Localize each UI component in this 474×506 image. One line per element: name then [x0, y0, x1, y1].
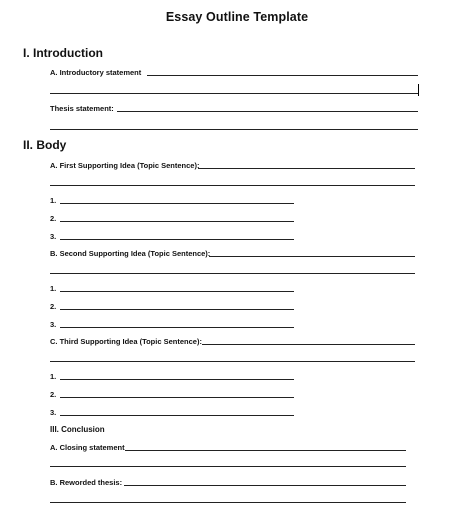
third-idea-detail-2-line[interactable] [60, 397, 294, 398]
body-heading: II. Body [23, 138, 67, 152]
list-item-number: 1. [50, 284, 57, 293]
second-supporting-idea-line-1[interactable] [209, 256, 415, 257]
thesis-statement-label: Thesis statement: [50, 104, 114, 113]
third-supporting-idea-line-1[interactable] [202, 344, 415, 345]
page-title: Essay Outline Template [165, 10, 309, 24]
reworded-thesis-line-1[interactable] [124, 485, 406, 486]
second-supporting-idea-line-2[interactable] [50, 273, 415, 274]
third-supporting-idea-line-2[interactable] [50, 361, 415, 362]
second-idea-detail-1-line[interactable] [60, 291, 294, 292]
first-idea-detail-2-line[interactable] [60, 221, 294, 222]
reworded-thesis-label: B. Reworded thesis: [50, 478, 123, 487]
first-idea-detail-3-line[interactable] [60, 239, 294, 240]
first-supporting-idea-label: A. First Supporting Idea (Topic Sentence): [50, 161, 200, 170]
conclusion-heading: III. Conclusion [50, 425, 105, 434]
third-supporting-idea-label: C. Third Supporting Idea (Topic Sentence): [50, 337, 202, 346]
list-item-number: 2. [50, 214, 57, 223]
list-item-number: 3. [50, 408, 57, 417]
closing-statement-label: A. Closing statement [50, 443, 125, 452]
closing-statement-line-1[interactable] [125, 450, 406, 451]
first-idea-detail-1-line[interactable] [60, 203, 294, 204]
second-idea-detail-3-line[interactable] [60, 327, 294, 328]
third-idea-detail-1-line[interactable] [60, 379, 294, 380]
list-item-number: 1. [50, 196, 57, 205]
first-supporting-idea-line-1[interactable] [198, 168, 415, 169]
first-supporting-idea-line-2[interactable] [50, 185, 415, 186]
third-idea-detail-3-line[interactable] [60, 415, 294, 416]
closing-statement-line-2[interactable] [50, 466, 406, 467]
reworded-thesis-line-2[interactable] [50, 502, 406, 503]
introductory-statement-line-2[interactable] [50, 93, 418, 94]
second-idea-detail-2-line[interactable] [60, 309, 294, 310]
list-item-number: 3. [50, 232, 57, 241]
list-item-number: 2. [50, 390, 57, 399]
introductory-statement-label: A. Introductory statement [50, 68, 142, 77]
list-item-number: 2. [50, 302, 57, 311]
thesis-statement-line-2[interactable] [50, 129, 418, 130]
second-supporting-idea-label: B. Second Supporting Idea (Topic Sentence): [50, 249, 211, 258]
introduction-heading: I. Introduction [23, 46, 103, 60]
text-cursor [418, 84, 419, 96]
list-item-number: 3. [50, 320, 57, 329]
thesis-statement-line-1[interactable] [117, 111, 418, 112]
list-item-number: 1. [50, 372, 57, 381]
introductory-statement-line-1[interactable] [147, 75, 418, 76]
